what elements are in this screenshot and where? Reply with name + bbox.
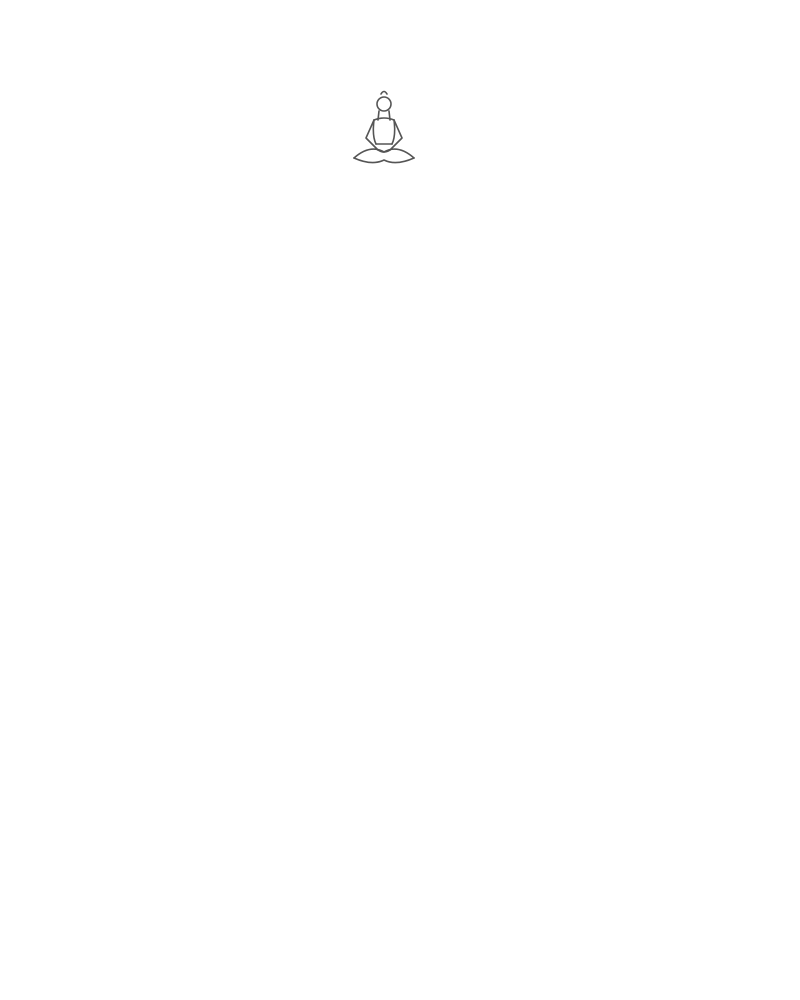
footer-dotted-rule	[0, 905, 800, 917]
meditation-figure-icon	[354, 92, 414, 163]
body-text	[87, 524, 689, 536]
chapter-ornament	[0, 58, 800, 198]
